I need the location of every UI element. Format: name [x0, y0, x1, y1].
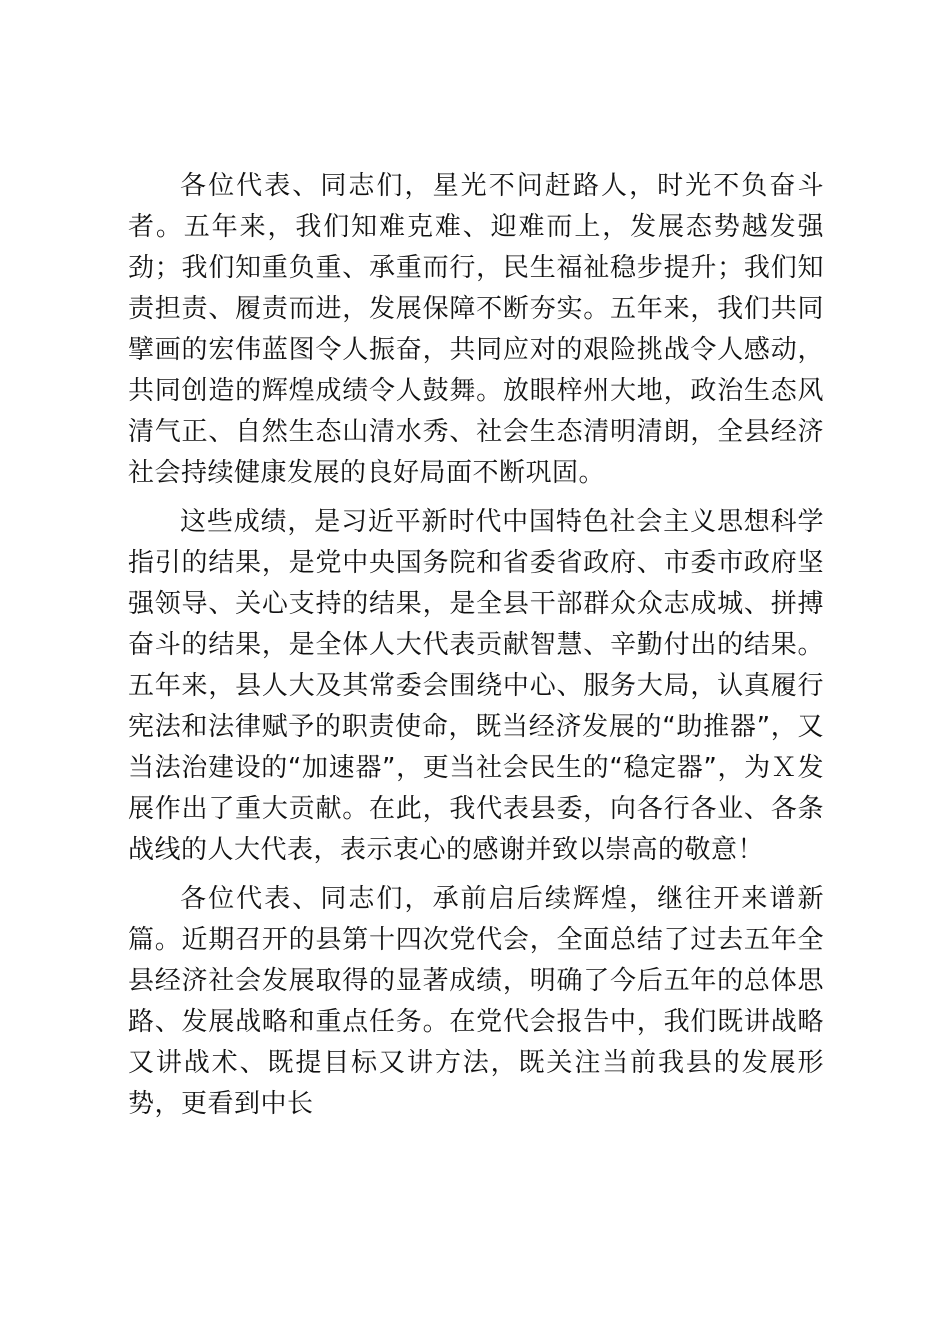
paragraph-3: 各位代表、同志们，承前启后续辉煌，继往开来谱新篇。近期召开的县第十四次党代会，全面总结了过去五年全县经济社会发展取得的显著成绩，明确了今后五年的总体思路、发展战略和重点任务。在党代会报告中，我们既讲战略又讲战术、既提目标又讲方法，既关注当前我县的发展形势，更看到中长	[128, 884, 824, 1119]
document-body	[128, 166, 824, 1125]
paragraph-2: 这些成绩，是习近平新时代中国特色社会主义思想科学指引的结果，是党中央国务院和省委省政府、市委市政府坚强领导、关心支持的结果，是全县干部群众众志成城、拼搏奋斗的结果，是全体人大代表贡献智慧、辛勤付出的结果。五年来，县人大及其常委会围绕中心、服务大局，认真履行宪法和法律赋予的职责使命，既当经济发展的“助推器”，又当法治建设的“加速器”，更当社会民生的“稳定器”，为Ｘ发展作出了重大贡献。在此，我代表县委，向各行各业、各条战线的人大代表，表示衷心的感谢并致以崇高的敬意！	[128, 507, 824, 865]
paragraph-1: 各位代表、同志们，星光不问赶路人，时光不负奋斗者。五年来，我们知难克难、迎难而上，发展态势越发强劲；我们知重负重、承重而行，民生福祉稳步提升；我们知责担责、履责而进，发展保障不断夯实。五年来，我们共同擘画的宏伟蓝图令人振奋，共同应对的艰险挑战令人感动，共同创造的辉煌成绩令人鼓舞。放眼梓州大地，政治生态风清气正、自然生态山清水秀、社会生态清明清朗，全县经济社会持续健康发展的良好局面不断巩固。	[128, 171, 824, 488]
